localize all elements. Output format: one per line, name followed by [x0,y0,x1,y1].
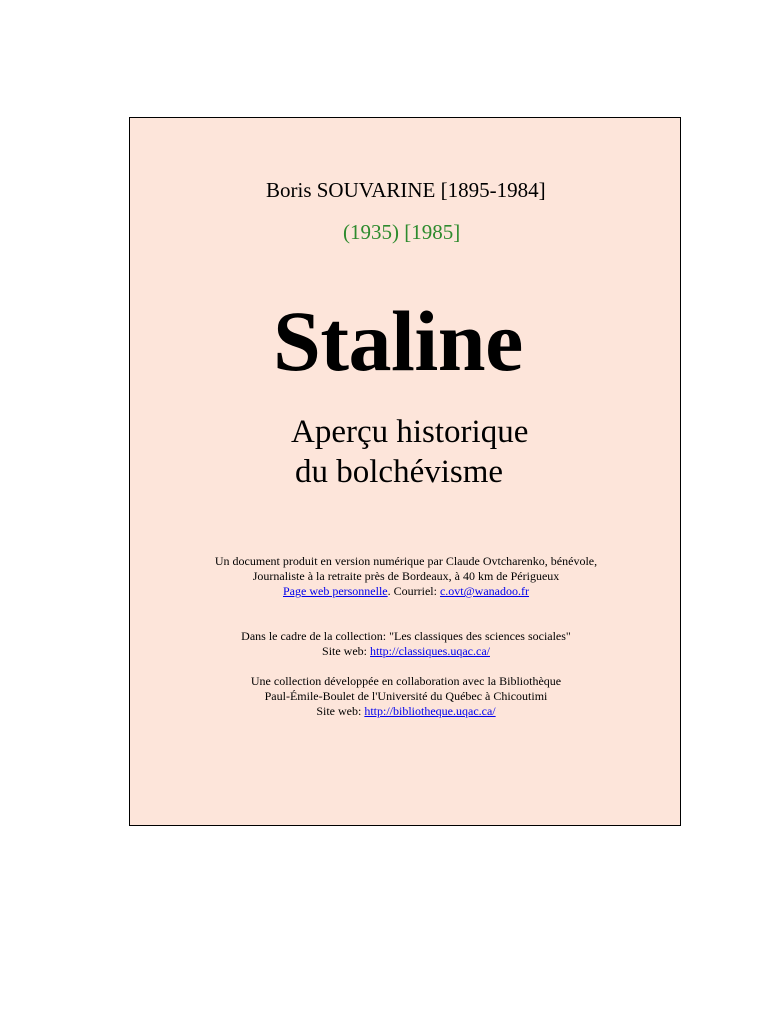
credits-line-2: Journaliste à la retraite près de Bordeaux, à 40 km de Périgueux [252,569,560,583]
subtitle-line-2: du bolchévisme [295,454,504,490]
email-label: . Courriel: [387,584,440,598]
collection-site-label: Site web: [322,644,371,658]
partnership-site-label: Site web: [316,704,365,718]
partnership-line-1: Une collection développée en collaboration avec la Bibliothèque [250,674,562,688]
personal-page-link[interactable]: Page web personnelle [283,584,388,598]
author-name: Boris SOUVARINE [1895-1984] [266,178,546,202]
partnership-line-2: Paul-Émile-Boulet de l'Université du Québec à Chicoutimi [264,689,548,703]
cover-page [129,117,681,826]
publication-dates: (1935) [1985] [343,220,461,244]
collection-line-1: Dans le cadre de la collection: "Les classiques des sciences sociales" [241,629,571,643]
classiques-site-link[interactable]: http://classiques.uqac.ca/ [370,644,490,658]
credits-line-1: Un document produit en version numérique par Claude Ovtcharenko, bénévole, [214,554,598,568]
credits-block [130,554,682,599]
book-title: Staline [273,293,523,389]
collection-site-line [130,644,682,659]
bibliotheque-site-link[interactable]: http://bibliotheque.uqac.ca/ [364,704,496,718]
collection-block [130,629,682,659]
credits-line-3 [130,584,682,599]
partnership-site-line [130,704,682,719]
email-link[interactable]: c.ovt@wanadoo.fr [439,584,529,598]
partnership-block [130,674,682,719]
subtitle-line-1: Aperçu historique [291,414,529,450]
